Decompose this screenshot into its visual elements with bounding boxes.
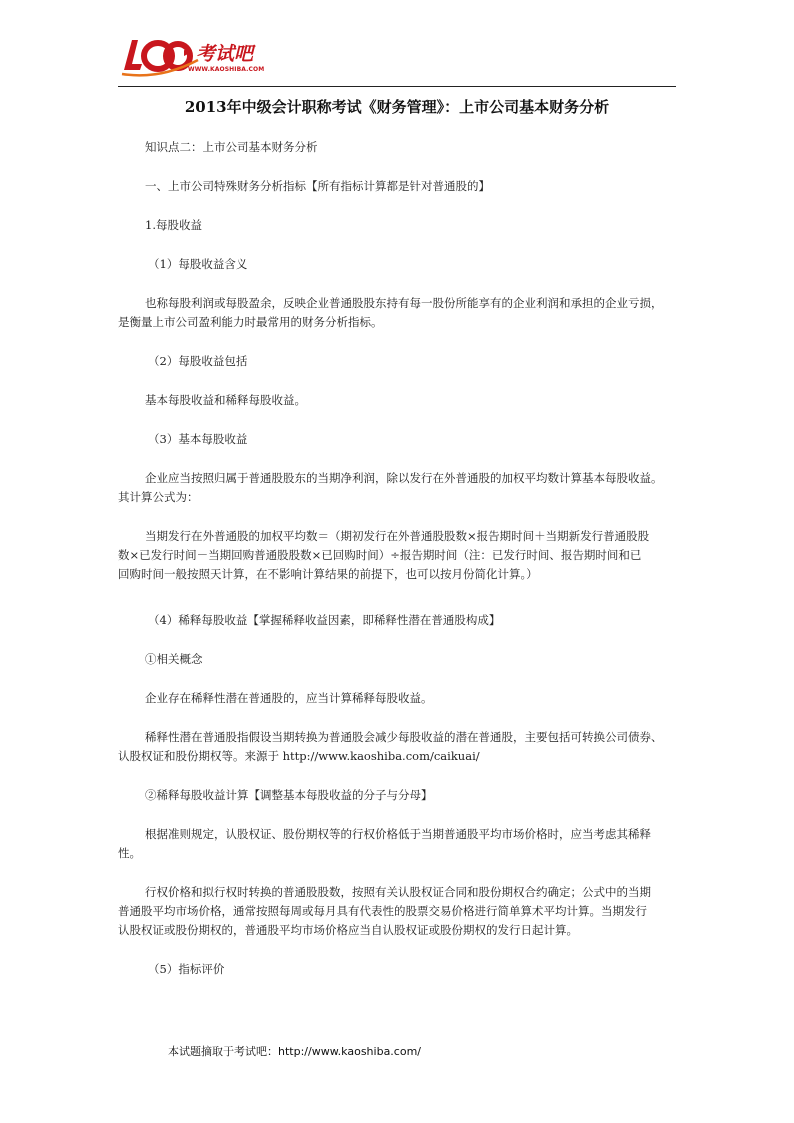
formula-line: 回购时间一般按照天计算，在不影响计算结果的前提下，也可以按月份简化计算。） <box>118 567 538 581</box>
paragraph-line: 企业应当按照归属于普通股股东的当期净利润，除以发行在外普通股的加权平均数计算基本每股收益。 <box>145 471 663 485</box>
formula-line: 当期发行在外普通股的加权平均数＝（期初发行在外普通股股数×报告期时间＋当期新发行普通股股 <box>145 529 650 543</box>
logo-url-text: WWW.KAOSHIBA.COM <box>188 66 265 73</box>
item-heading: （5）指标评价 <box>148 962 225 976</box>
paragraph-line: 也称每股利润或每股盈余，反映企业普通股股东持有每一股份所能享有的企业利润和承担的企业亏损， <box>145 296 663 310</box>
paragraph-line: 行权价格和拟行权时转换的普通股股数，按照有关认股权证合同和股份期权合约确定；公式中的当期 <box>145 885 651 899</box>
footer-source: 本试题摘取于考试吧：http://www.kaoshiba.com/ <box>168 1045 421 1058</box>
item-heading: （4）稀释每股收益【掌握稀释收益因素，即稀释性潜在普通股构成】 <box>148 613 501 627</box>
paragraph-line: 普通股平均市场价格，通常按照每周或每月具有代表性的股票交易价格进行简单算术平均计算。当期发行 <box>118 904 647 918</box>
formula-line: 数×已发行时间－当期回购普通股股数×已回购时间）÷报告期时间（注：已发行时间、报告期时间和已 <box>118 548 642 562</box>
document-title: 2013年中级会计职称考试《财务管理》：上市公司基本财务分析 <box>184 98 610 116</box>
item-heading: （1）每股收益含义 <box>148 257 248 271</box>
paragraph: 企业存在稀释性潜在普通股的，应当计算稀释每股收益。 <box>145 691 433 705</box>
paragraph-line: 其计算公式为： <box>118 490 199 504</box>
item-heading: （3）基本每股收益 <box>148 432 248 446</box>
svg-text:考试吧: 考试吧 <box>196 43 254 65</box>
paragraph-line: 认股权证或股份期权的，普通股平均市场价格应当自认股权证或股份期权的发行日起计算。 <box>118 923 578 937</box>
header-divider <box>118 86 676 87</box>
subitem-heading: ①相关概念 <box>145 652 203 666</box>
paragraph-line: 认股权证和股份期权等。来源于 http://www.kaoshiba.com/caikuai/ <box>118 749 480 763</box>
paragraph-line: 是衡量上市公司盈利能力时最常用的财务分析指标。 <box>118 315 383 329</box>
section-heading: 一、上市公司特殊财务分析指标【所有指标计算都是针对普通股的】 <box>145 179 490 193</box>
item-heading: （2）每股收益包括 <box>148 354 248 368</box>
paragraph-line: 稀释性潜在普通股指假设当期转换为普通股会减少每股收益的潜在普通股，主要包括可转换公司债券、 <box>145 730 663 744</box>
subsection-heading: 1.每股收益 <box>145 218 202 232</box>
section-label: 知识点二：上市公司基本财务分析 <box>145 140 318 154</box>
paragraph-line: 根据准则规定，认股权证、股份期权等的行权价格低于当期普通股平均市场价格时，应当考虑其稀释 <box>145 827 651 841</box>
paragraph: 基本每股收益和稀释每股收益。 <box>145 393 306 407</box>
paragraph-line: 性。 <box>118 846 141 860</box>
subitem-heading: ②稀释每股收益计算【调整基本每股收益的分子与分母】 <box>145 788 433 802</box>
